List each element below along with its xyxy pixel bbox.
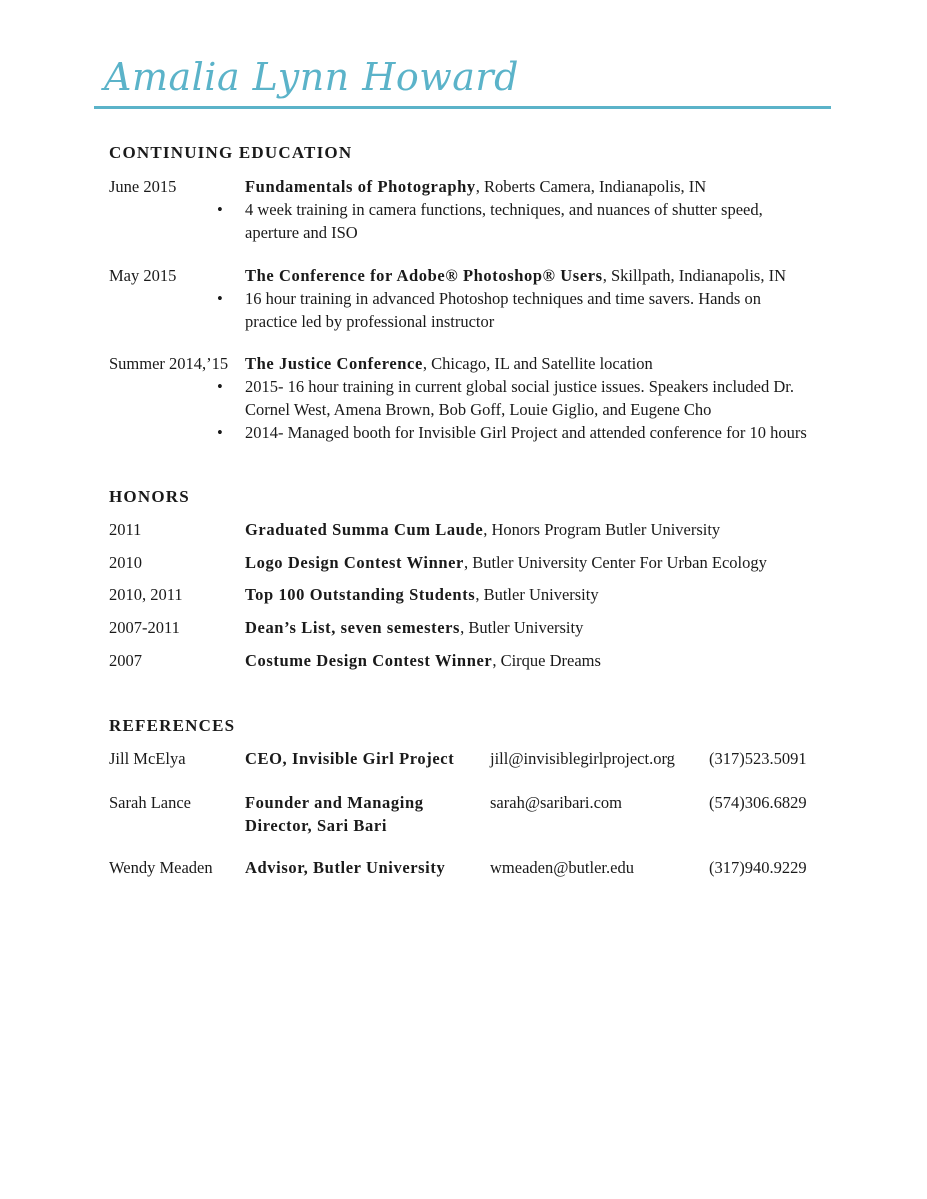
honor-details: , Cirque Dreams: [492, 651, 601, 670]
course-details: , Skillpath, Indianapolis, IN: [602, 266, 787, 285]
reference-phone: (317)940.9229: [709, 858, 807, 877]
resume-name: Amalia Lynn Howard: [104, 55, 519, 99]
honor-date: 2010, 2011: [109, 585, 183, 604]
honor-date: 2007-2011: [109, 618, 180, 637]
bullet-icon: •: [217, 377, 223, 396]
reference-phone: (317)523.5091: [709, 749, 807, 768]
reference-role: Founder and Managing Director, Sari Bari: [245, 793, 424, 835]
honor-date: 2007: [109, 651, 142, 670]
entry-date: June 2015: [109, 177, 177, 196]
bullet-item: • 2014- Managed booth for Invisible Girl Project and attended conference for 10 hours: [217, 423, 807, 442]
reference-name: Sarah Lance: [109, 793, 191, 812]
honor-award: Costume Design Contest Winner: [245, 651, 493, 670]
bullet-icon: •: [217, 423, 223, 442]
reference-email[interactable]: sarah@saribari.com: [490, 793, 623, 812]
entry-date: Summer 2014,’15: [109, 354, 229, 373]
entry-date: May 2015: [109, 266, 177, 285]
honor-details: , Honors Program Butler University: [483, 520, 721, 539]
honor-date: 2010: [109, 553, 142, 572]
honor-award: Logo Design Contest Winner: [245, 553, 464, 572]
bullet-icon: •: [217, 200, 223, 219]
honor-date: 2011: [109, 520, 142, 539]
course-details: , Chicago, IL and Satellite location: [422, 354, 653, 373]
entry-title: [245, 352, 653, 375]
bullet-item: • 16 hour training in advanced Photoshop techniques and time savers. Hands on practice led by professional instructor: [217, 289, 761, 331]
reference-phone: (574)306.6829: [709, 793, 807, 812]
reference-role: Advisor, Butler University: [245, 858, 446, 877]
honor-award: Top 100 Outstanding Students: [245, 585, 476, 604]
bullet-list: [217, 198, 807, 244]
entry-title: [245, 264, 786, 287]
reference-role: CEO, Invisible Girl Project: [245, 749, 455, 768]
bullet-item: • 2015- 16 hour training in current global social justice issues. Speakers included Dr. Cornel West, Amena Brown, Bob Goff, Louie Giglio, and Eugene Cho: [217, 377, 794, 419]
section-title-honors: HONORS: [109, 487, 190, 506]
bullet-list: [217, 287, 807, 333]
honor-details: , Butler University: [475, 585, 599, 604]
honor-award: Graduated Summa Cum Laude: [245, 520, 484, 539]
honor-award: Dean’s List, seven semesters: [245, 618, 461, 637]
section-title-continuing-education: CONTINUING EDUCATION: [109, 143, 353, 162]
bullet-list: [217, 375, 807, 444]
reference-email[interactable]: wmeaden@butler.edu: [490, 858, 634, 877]
header-rule: [94, 106, 831, 109]
course-name: The Conference for Adobe® Photoshop® Users: [245, 266, 603, 285]
reference-email[interactable]: jill@invisiblegirlproject.org: [490, 749, 675, 768]
course-name: Fundamentals of Photography: [245, 177, 476, 196]
bullet-icon: •: [217, 289, 223, 308]
course-details: , Roberts Camera, Indianapolis, IN: [475, 177, 707, 196]
honor-details: , Butler University: [460, 618, 584, 637]
section-title-references: REFERENCES: [109, 716, 236, 735]
honor-details: , Butler University Center For Urban Ecology: [463, 553, 767, 572]
reference-name: Jill McElya: [109, 749, 186, 768]
bullet-item: • 4 week training in camera functions, techniques, and nuances of shutter speed, aperture and ISO: [217, 200, 763, 242]
course-name: The Justice Conference: [245, 354, 423, 373]
reference-name: Wendy Meaden: [109, 858, 213, 877]
entry-title: [245, 175, 706, 198]
